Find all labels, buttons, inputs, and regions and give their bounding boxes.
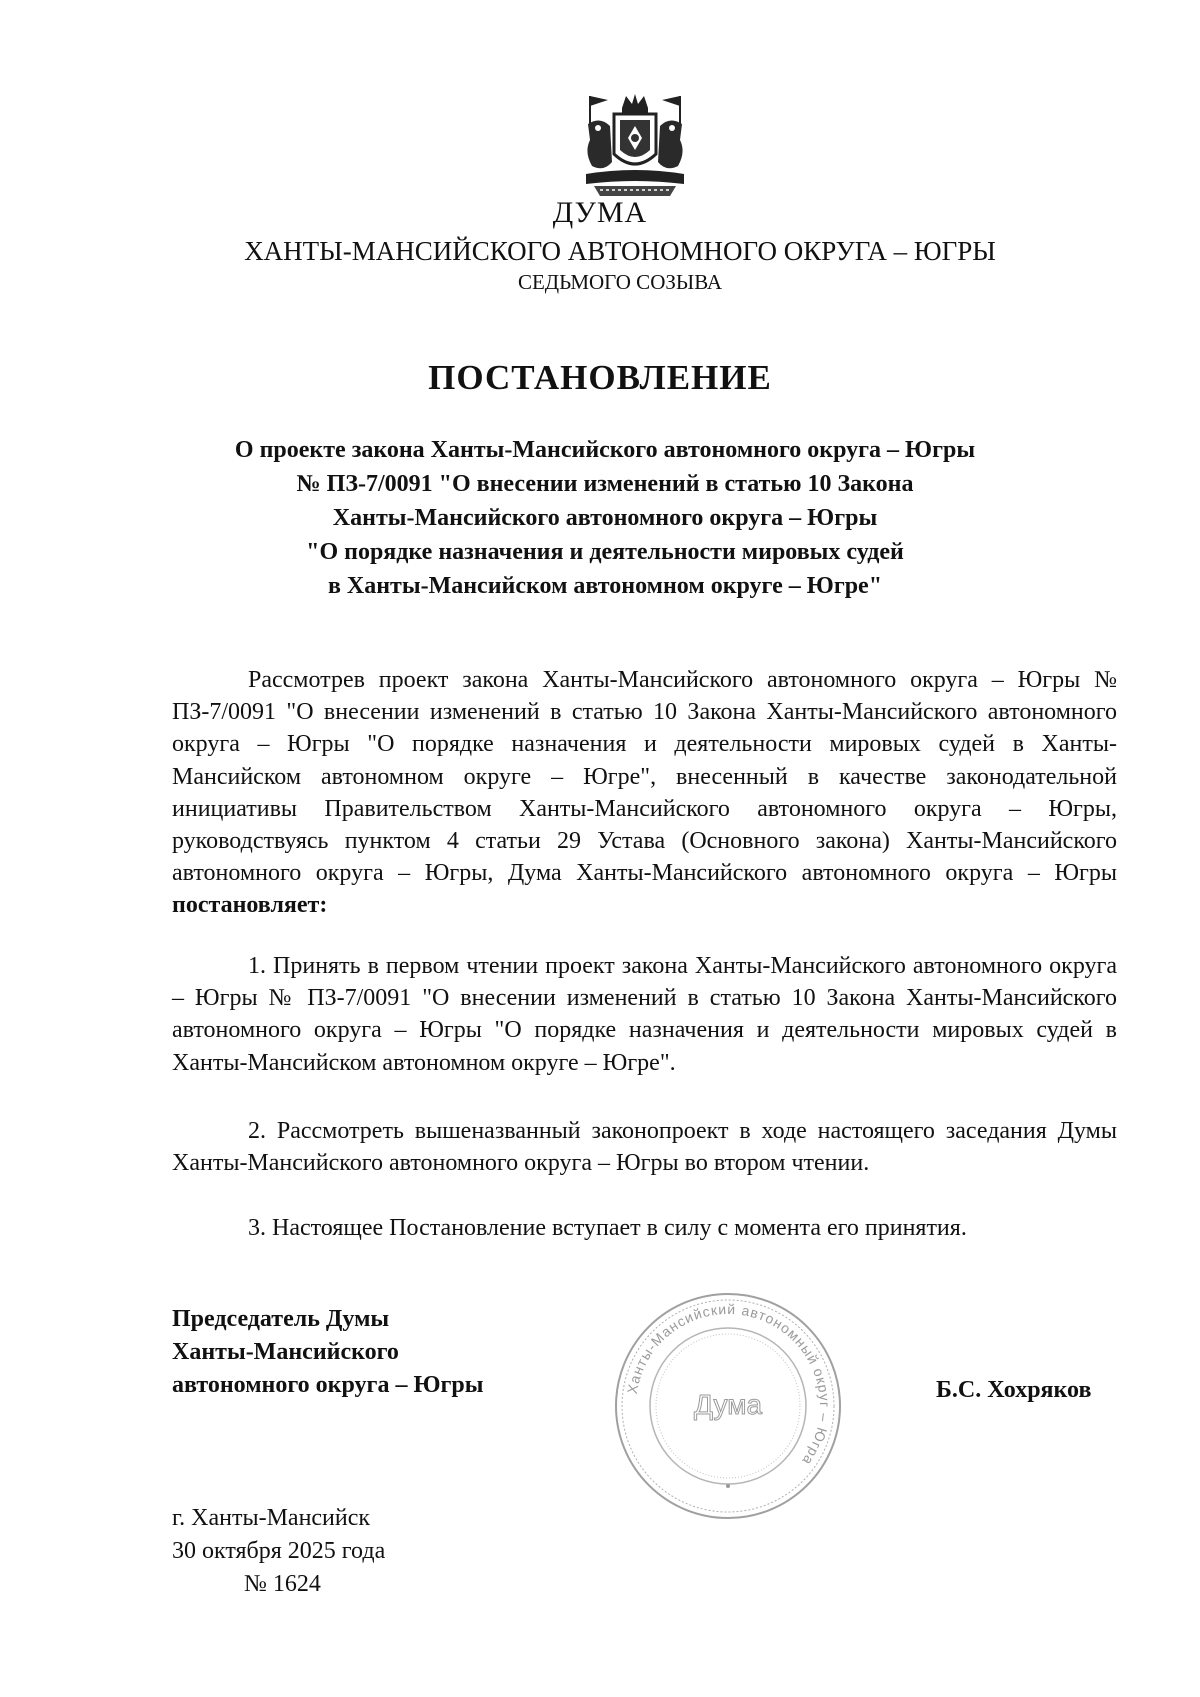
resolution-item-1 [172, 950, 1117, 1079]
item-text: 3. Настоящее Постановление вступает в силу с момента его принятия. [248, 1215, 967, 1241]
organization-name: ДУМА [552, 196, 648, 229]
subject-line: О проекте закона Ханты-Мансийского автономного округа – Югры [234, 437, 976, 463]
signer-position-line: Председатель Думы [172, 1306, 390, 1332]
convocation: СЕДЬМОГО СОЗЫВА [517, 270, 723, 294]
item-text: 1. Принять в первом чтении проект закона Ханты-Мансийского автономного округа – Югры № ПЗ-7/0091 "О внесении изменений в статью 10 Закона Ханты-Мансийского автономного округа – Югры "О порядке назначения и деятельности мировых судей в Ханты-Мансийском автономном округе – Югре". [172, 953, 1117, 1076]
signer-position-line: Ханты-Мансийского [172, 1339, 399, 1365]
region-name: ХАНТЫ-МАНСИЙСКОГО АВТОНОМНОГО ОКРУГА – ЮГРЫ [244, 236, 996, 266]
preamble-text: Рассмотрев проект закона Ханты-Мансийского автономного округа – Югры № ПЗ-7/0091 "О внесении изменений в статью 10 Закона Ханты-Мансийского автономного округа – Югры "О порядке назначения и деятельности мировых судей в Ханты-Мансийском автономном округе – Югре", внесенный в качестве законодательной инициативы Правительством Ханты-Мансийского автономного округа – Югры, руководствуясь пунктом 4 статьи 29 Устава (Основного закона) Ханты-Мансийского автономного округа – Югры, Дума Ханты-Мансийского автономного округа – Югры [172, 667, 1117, 887]
coat-of-arms-icon [580, 92, 690, 200]
item-text: 2. Рассмотреть вышеназванный законопроект в ходе настоящего заседания Думы Ханты-Мансийского автономного округа – Югры во втором чтении. [172, 1118, 1117, 1177]
document-number: № 1624 [244, 1571, 321, 1597]
preamble-paragraph [172, 664, 1117, 922]
official-seal-icon [612, 1290, 844, 1522]
resolution-item-2 [172, 1115, 1117, 1179]
document-footer [172, 1502, 385, 1601]
resolution-item-3 [172, 1212, 1117, 1244]
subject-line: "О порядке назначения и деятельности мировых судей [306, 539, 904, 565]
subject-line: в Ханты-Мансийском автономном округе – Югре" [327, 573, 883, 599]
document-type-title: ПОСТАНОВЛЕНИЕ [428, 358, 772, 397]
resolves-verb: постановляет: [172, 892, 328, 919]
svg-text:Дума: Дума [693, 1389, 763, 1420]
signer-name: Б.С. Хохряков [936, 1377, 1092, 1403]
city: г. Ханты-Мансийск [172, 1505, 371, 1531]
signer-position [172, 1303, 483, 1402]
subject-line: Ханты-Мансийского автономного округа – Югры [332, 505, 878, 531]
document-date: 30 октября 2025 года [172, 1538, 386, 1564]
svg-text:Ханты-Мансийский автономный ок: Ханты-Мансийский автономный округ – Югра [623, 1300, 834, 1469]
signer-position-line: автономного округа – Югры [172, 1372, 484, 1398]
subject-line: № ПЗ-7/0091 "О внесении изменений в статью 10 Закона [296, 471, 914, 497]
document-subject [150, 433, 1060, 603]
